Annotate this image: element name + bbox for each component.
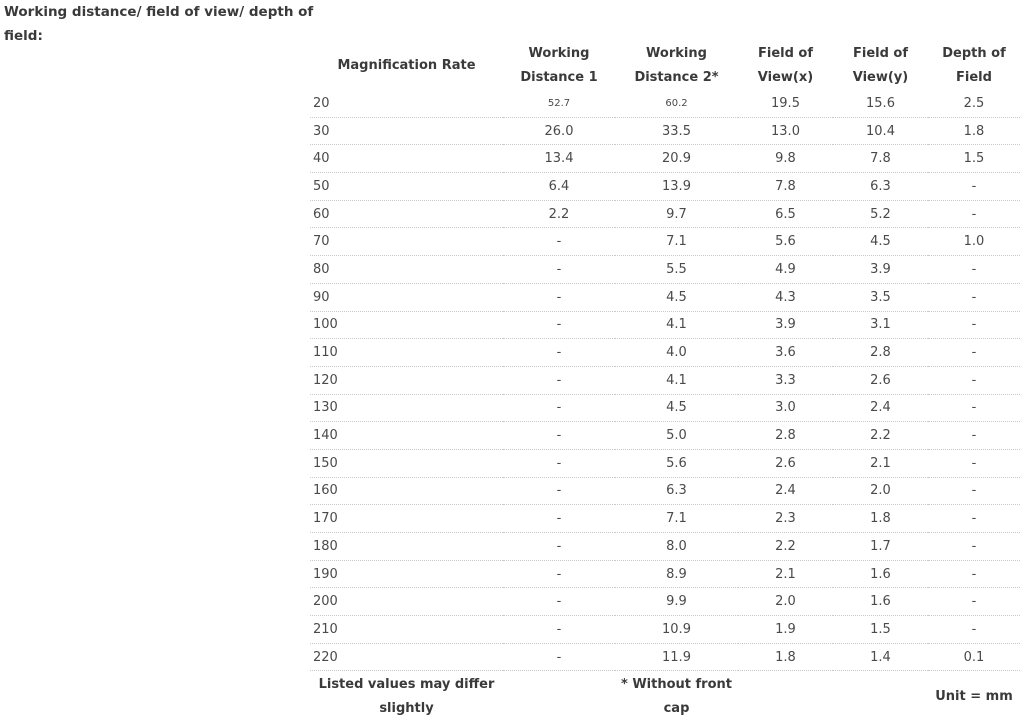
working-distance-2-cell: 8.9	[615, 560, 738, 588]
working-distance-2-cell: 11.9	[615, 643, 738, 671]
depth-of-field-cell: -	[928, 533, 1020, 561]
working-distance-1-cell: -	[503, 422, 615, 450]
working-distance-1-cell: 26.0	[503, 117, 615, 145]
working-distance-2-cell: 5.6	[615, 449, 738, 477]
fov-x-cell: 3.9	[738, 311, 833, 339]
table-row	[310, 394, 1020, 422]
working-distance-2-cell: 4.1	[615, 366, 738, 394]
header-magnification-rate: Magnification Rate	[337, 58, 476, 73]
fov-y-cell: 1.8	[833, 505, 928, 533]
depth-of-field-cell: -	[928, 256, 1020, 284]
table-row	[310, 283, 1020, 311]
working-distance-2-cell: 9.7	[615, 200, 738, 228]
working-distance-2-cell: 4.5	[615, 394, 738, 422]
depth-of-field-cell: -	[928, 366, 1020, 394]
magnification-cell: 30	[310, 117, 503, 145]
magnification-cell: 100	[310, 311, 503, 339]
working-distance-1-cell: -	[503, 505, 615, 533]
working-distance-1-cell: -	[503, 477, 615, 505]
working-distance-2-cell: 60.2	[615, 90, 738, 117]
magnification-cell: 60	[310, 200, 503, 228]
working-distance-1-cell: -	[503, 394, 615, 422]
magnification-cell: 80	[310, 256, 503, 284]
fov-y-cell: 2.1	[833, 449, 928, 477]
magnification-cell: 130	[310, 394, 503, 422]
magnification-cell: 180	[310, 533, 503, 561]
working-distance-2-cell: 6.3	[615, 477, 738, 505]
table-row	[310, 256, 1020, 284]
fov-y-cell: 1.7	[833, 533, 928, 561]
fov-x-cell: 19.5	[738, 90, 833, 117]
working-distance-1-cell: -	[503, 616, 615, 644]
fov-y-cell: 3.5	[833, 283, 928, 311]
depth-of-field-cell: -	[928, 449, 1020, 477]
working-distance-1-cell: -	[503, 311, 615, 339]
table-row	[310, 200, 1020, 228]
table-row	[310, 145, 1020, 173]
working-distance-1-cell: 6.4	[503, 173, 615, 201]
working-distance-1-cell: -	[503, 256, 615, 284]
depth-of-field-cell: 1.5	[928, 145, 1020, 173]
working-distance-2-cell: 7.1	[615, 228, 738, 256]
table-row	[310, 588, 1020, 616]
table-row	[310, 616, 1020, 644]
working-distance-1-cell: -	[503, 588, 615, 616]
specs-table	[310, 42, 1020, 721]
fov-y-cell: 7.8	[833, 145, 928, 173]
fov-y-cell: 3.1	[833, 311, 928, 339]
working-distance-2-cell: 4.5	[615, 283, 738, 311]
fov-y-cell: 6.3	[833, 173, 928, 201]
fov-x-cell: 2.6	[738, 449, 833, 477]
working-distance-1-cell: -	[503, 560, 615, 588]
magnification-cell: 160	[310, 477, 503, 505]
footer-empty-cell	[833, 671, 928, 721]
table-footer	[310, 671, 1020, 721]
working-distance-1-cell: 52.7	[503, 90, 615, 117]
table-row	[310, 643, 1020, 671]
working-distance-1-cell: -	[503, 643, 615, 671]
depth-of-field-cell: -	[928, 339, 1020, 367]
header-field-of-view-y: Field of View(y)	[852, 46, 909, 85]
fov-x-cell: 2.3	[738, 505, 833, 533]
magnification-cell: 90	[310, 283, 503, 311]
fov-x-cell: 1.9	[738, 616, 833, 644]
depth-of-field-cell: 2.5	[928, 90, 1020, 117]
magnification-cell: 150	[310, 449, 503, 477]
magnification-cell: 70	[310, 228, 503, 256]
fov-y-cell: 2.6	[833, 366, 928, 394]
magnification-cell: 190	[310, 560, 503, 588]
fov-y-cell: 2.4	[833, 394, 928, 422]
fov-x-cell: 7.8	[738, 173, 833, 201]
table-row	[310, 311, 1020, 339]
working-distance-1-cell: -	[503, 449, 615, 477]
table-row	[310, 228, 1020, 256]
fov-y-cell: 1.6	[833, 560, 928, 588]
fov-y-cell: 1.6	[833, 588, 928, 616]
working-distance-2-cell: 5.0	[615, 422, 738, 450]
magnification-cell: 220	[310, 643, 503, 671]
fov-x-cell: 5.6	[738, 228, 833, 256]
header-field-of-view-x: Field of View(x)	[757, 46, 814, 85]
footer-empty-cell	[503, 671, 615, 721]
working-distance-1-cell: -	[503, 366, 615, 394]
working-distance-2-cell: 13.9	[615, 173, 738, 201]
table-row	[310, 449, 1020, 477]
fov-y-cell: 3.9	[833, 256, 928, 284]
depth-of-field-cell: -	[928, 422, 1020, 450]
fov-y-cell: 2.8	[833, 339, 928, 367]
footer-note-front-cap: * Without front cap	[621, 677, 732, 717]
fov-x-cell: 2.2	[738, 533, 833, 561]
depth-of-field-cell: -	[928, 311, 1020, 339]
fov-x-cell: 4.9	[738, 256, 833, 284]
magnification-cell: 20	[310, 90, 503, 117]
depth-of-field-cell: -	[928, 616, 1020, 644]
working-distance-1-cell: -	[503, 283, 615, 311]
magnification-cell: 210	[310, 616, 503, 644]
fov-y-cell: 15.6	[833, 90, 928, 117]
header-depth-of-field: Depth of Field	[942, 46, 1006, 85]
working-distance-2-cell: 33.5	[615, 117, 738, 145]
table-row	[310, 173, 1020, 201]
magnification-cell: 200	[310, 588, 503, 616]
working-distance-2-cell: 8.0	[615, 533, 738, 561]
working-distance-1-cell: -	[503, 228, 615, 256]
working-distance-2-cell: 9.9	[615, 588, 738, 616]
table-row	[310, 339, 1020, 367]
magnification-cell: 50	[310, 173, 503, 201]
table-body	[310, 90, 1020, 671]
table-row	[310, 117, 1020, 145]
fov-x-cell: 13.0	[738, 117, 833, 145]
depth-of-field-cell: -	[928, 588, 1020, 616]
magnification-cell: 170	[310, 505, 503, 533]
working-distance-1-cell: 2.2	[503, 200, 615, 228]
table-row	[310, 560, 1020, 588]
working-distance-2-cell: 5.5	[615, 256, 738, 284]
fov-x-cell: 3.3	[738, 366, 833, 394]
table-header	[310, 42, 1020, 90]
fov-x-cell: 2.4	[738, 477, 833, 505]
depth-of-field-cell: -	[928, 477, 1020, 505]
working-distance-2-cell: 10.9	[615, 616, 738, 644]
depth-of-field-cell: 1.0	[928, 228, 1020, 256]
magnification-cell: 40	[310, 145, 503, 173]
table-row	[310, 533, 1020, 561]
working-distance-2-cell: 20.9	[615, 145, 738, 173]
depth-of-field-cell: -	[928, 283, 1020, 311]
depth-of-field-cell: -	[928, 505, 1020, 533]
footer-unit-label: Unit = mm	[935, 689, 1013, 705]
fov-x-cell: 9.8	[738, 145, 833, 173]
table-row	[310, 477, 1020, 505]
depth-of-field-cell: -	[928, 200, 1020, 228]
header-working-distance-1: Working Distance 1	[520, 46, 598, 85]
table-row	[310, 366, 1020, 394]
fov-y-cell: 2.2	[833, 422, 928, 450]
depth-of-field-cell: -	[928, 560, 1020, 588]
working-distance-1-cell: -	[503, 533, 615, 561]
magnification-cell: 120	[310, 366, 503, 394]
table-row	[310, 505, 1020, 533]
fov-x-cell: 2.0	[738, 588, 833, 616]
table-row	[310, 90, 1020, 117]
depth-of-field-cell: -	[928, 173, 1020, 201]
fov-x-cell: 1.8	[738, 643, 833, 671]
depth-of-field-cell: 1.8	[928, 117, 1020, 145]
fov-x-cell: 2.8	[738, 422, 833, 450]
section-heading: Working distance/ field of view/ depth of field:	[4, 4, 314, 44]
magnification-cell: 110	[310, 339, 503, 367]
table-row	[310, 422, 1020, 450]
fov-x-cell: 2.1	[738, 560, 833, 588]
working-distance-2-cell: 4.0	[615, 339, 738, 367]
fov-x-cell: 6.5	[738, 200, 833, 228]
fov-y-cell: 5.2	[833, 200, 928, 228]
working-distance-1-cell: 13.4	[503, 145, 615, 173]
fov-y-cell: 10.4	[833, 117, 928, 145]
working-distance-1-cell: -	[503, 339, 615, 367]
fov-y-cell: 1.4	[833, 643, 928, 671]
fov-y-cell: 1.5	[833, 616, 928, 644]
depth-of-field-cell: -	[928, 394, 1020, 422]
depth-of-field-cell: 0.1	[928, 643, 1020, 671]
footer-note-variance: Listed values may differ slightly	[318, 677, 495, 717]
fov-x-cell: 3.0	[738, 394, 833, 422]
fov-y-cell: 2.0	[833, 477, 928, 505]
fov-x-cell: 4.3	[738, 283, 833, 311]
fov-x-cell: 3.6	[738, 339, 833, 367]
working-distance-2-cell: 7.1	[615, 505, 738, 533]
magnification-cell: 140	[310, 422, 503, 450]
working-distance-2-cell: 4.1	[615, 311, 738, 339]
header-working-distance-2: Working Distance 2*	[634, 46, 719, 85]
footer-empty-cell	[738, 671, 833, 721]
fov-y-cell: 4.5	[833, 228, 928, 256]
